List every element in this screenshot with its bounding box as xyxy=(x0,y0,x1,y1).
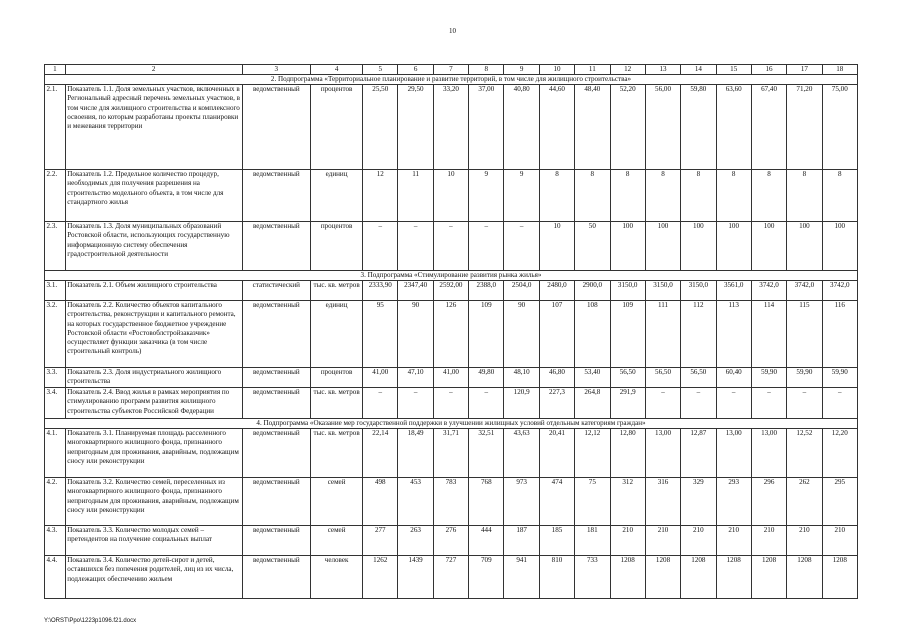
value-cell: 8 xyxy=(539,170,574,222)
value-cell: – xyxy=(433,222,468,271)
unit-of-measure: единиц xyxy=(311,301,363,368)
value-cell: 1208 xyxy=(716,556,751,599)
value-cell: 114 xyxy=(751,301,786,368)
value-cell: 1439 xyxy=(398,556,433,599)
value-cell: 116 xyxy=(822,301,857,368)
indicator-row xyxy=(45,556,858,599)
indicator-row xyxy=(45,281,858,301)
section-title: 4. Подпрограмма «Оказание мер государственной поддержки в улучшении жилищных условий отдельным категориям граждан» xyxy=(45,419,858,429)
value-cell: 8 xyxy=(681,170,716,222)
value-cell: 185 xyxy=(539,526,574,556)
value-cell: 8 xyxy=(716,170,751,222)
value-cell: 709 xyxy=(469,556,504,599)
unit-of-measure: единиц xyxy=(311,170,363,222)
value-cell: 8 xyxy=(575,170,610,222)
value-cell: – xyxy=(469,222,504,271)
value-cell: – xyxy=(504,222,539,271)
indicator-name: Показатель 3.4. Количество детей-сирот и детей, оставшихся без попечения родителей, лиц из их числа, подлежащих обеспечению жильем xyxy=(65,556,242,599)
value-cell: 3742,0 xyxy=(822,281,857,301)
value-cell: 1208 xyxy=(610,556,645,599)
value-cell: – xyxy=(433,388,468,419)
value-cell: 727 xyxy=(433,556,468,599)
value-cell: 783 xyxy=(433,478,468,526)
value-cell: 115 xyxy=(787,301,822,368)
value-cell: 210 xyxy=(751,526,786,556)
unit-of-measure: тыс. кв. метров xyxy=(311,388,363,419)
value-cell: 3150,0 xyxy=(645,281,680,301)
indicator-row xyxy=(45,170,858,222)
column-number: 18 xyxy=(822,65,857,75)
value-cell: 59,80 xyxy=(681,85,716,170)
indicators-table xyxy=(44,64,858,599)
indicator-type: ведомственный xyxy=(242,526,311,556)
value-cell: 113 xyxy=(716,301,751,368)
indicator-name: Показатель 1.1. Доля земельных участков, включенных в Региональный адресный перечень земельных участков, в том числе для жилищного строительства и комплексного освоения, по которым разработаны проекты планировки и межевания территории xyxy=(65,85,242,170)
row-number: 3.1. xyxy=(45,281,66,301)
value-cell: 263 xyxy=(398,526,433,556)
value-cell: 100 xyxy=(822,222,857,271)
indicator-type: ведомственный xyxy=(242,429,311,478)
value-cell: 107 xyxy=(539,301,574,368)
value-cell: 52,20 xyxy=(610,85,645,170)
value-cell: 295 xyxy=(822,478,857,526)
value-cell: 1208 xyxy=(681,556,716,599)
value-cell: 71,20 xyxy=(787,85,822,170)
column-number: 6 xyxy=(398,65,433,75)
value-cell: 100 xyxy=(787,222,822,271)
value-cell: 3150,0 xyxy=(610,281,645,301)
value-cell: 181 xyxy=(575,526,610,556)
column-number: 16 xyxy=(751,65,786,75)
column-number: 17 xyxy=(787,65,822,75)
value-cell: 10 xyxy=(539,222,574,271)
value-cell: 8 xyxy=(787,170,822,222)
value-cell: 3742,0 xyxy=(787,281,822,301)
column-number: 14 xyxy=(681,65,716,75)
value-cell: 810 xyxy=(539,556,574,599)
column-number: 10 xyxy=(539,65,574,75)
value-cell: – xyxy=(469,388,504,419)
row-number: 4.1. xyxy=(45,429,66,478)
value-cell: 60,40 xyxy=(716,368,751,388)
indicator-name: Показатель 3.1. Планируемая площадь расселенного многоквартирного жилищного фонда, признанного непригодным для проживания, аварийным, подлежащим сносу или реконструкции xyxy=(65,429,242,478)
column-number: 13 xyxy=(645,65,680,75)
value-cell: 1208 xyxy=(822,556,857,599)
value-cell: 444 xyxy=(469,526,504,556)
value-cell: 8 xyxy=(822,170,857,222)
file-path-footer: Y:\ORST\Ppo\1223p1096.f21.docx xyxy=(44,618,137,624)
indicator-row xyxy=(45,85,858,170)
value-cell: 2480,0 xyxy=(539,281,574,301)
value-cell: 277 xyxy=(363,526,398,556)
value-cell: 111 xyxy=(645,301,680,368)
value-cell: 75,00 xyxy=(822,85,857,170)
value-cell: 100 xyxy=(716,222,751,271)
value-cell: 187 xyxy=(504,526,539,556)
value-cell: 8 xyxy=(610,170,645,222)
unit-of-measure: тыс. кв. метров xyxy=(311,281,363,301)
value-cell: 59,90 xyxy=(822,368,857,388)
value-cell: 59,90 xyxy=(787,368,822,388)
value-cell: 12,12 xyxy=(575,429,610,478)
value-cell: 1208 xyxy=(645,556,680,599)
value-cell: 329 xyxy=(681,478,716,526)
row-number: 3.4. xyxy=(45,388,66,419)
value-cell: 733 xyxy=(575,556,610,599)
value-cell: 32,51 xyxy=(469,429,504,478)
value-cell: 12,52 xyxy=(787,429,822,478)
value-cell: 291,9 xyxy=(610,388,645,419)
value-cell: 296 xyxy=(751,478,786,526)
indicator-type: ведомственный xyxy=(242,478,311,526)
value-cell: 43,63 xyxy=(504,429,539,478)
column-number: 12 xyxy=(610,65,645,75)
value-cell: 9 xyxy=(504,170,539,222)
value-cell: 100 xyxy=(751,222,786,271)
value-cell: 2347,40 xyxy=(398,281,433,301)
value-cell: 100 xyxy=(681,222,716,271)
value-cell: – xyxy=(398,388,433,419)
column-number: 15 xyxy=(716,65,751,75)
indicator-name: Показатель 1.2. Предельное количество процедур, необходимых для получения разрешения на строительство модельного объекта, в том числе для стандартного жилья xyxy=(65,170,242,222)
unit-of-measure: тыс. кв. метров xyxy=(311,429,363,478)
value-cell: 1262 xyxy=(363,556,398,599)
indicator-type: ведомственный xyxy=(242,556,311,599)
value-cell: 262 xyxy=(787,478,822,526)
value-cell: 276 xyxy=(433,526,468,556)
value-cell: – xyxy=(363,388,398,419)
value-cell: 227,3 xyxy=(539,388,574,419)
value-cell: 210 xyxy=(681,526,716,556)
column-number: 11 xyxy=(575,65,610,75)
value-cell: 2900,0 xyxy=(575,281,610,301)
value-cell: 293 xyxy=(716,478,751,526)
value-cell: 3561,0 xyxy=(716,281,751,301)
value-cell: 22,14 xyxy=(363,429,398,478)
value-cell: 95 xyxy=(363,301,398,368)
value-cell: – xyxy=(645,388,680,419)
value-cell: 941 xyxy=(504,556,539,599)
value-cell: 37,00 xyxy=(469,85,504,170)
section-header-row xyxy=(45,419,858,429)
value-cell: 2504,0 xyxy=(504,281,539,301)
value-cell: 498 xyxy=(363,478,398,526)
value-cell: 973 xyxy=(504,478,539,526)
indicator-type: ведомственный xyxy=(242,222,311,271)
unit-of-measure: процентов xyxy=(311,85,363,170)
value-cell: – xyxy=(363,222,398,271)
indicator-row xyxy=(45,478,858,526)
value-cell: 316 xyxy=(645,478,680,526)
value-cell: 126 xyxy=(433,301,468,368)
value-cell: 12,20 xyxy=(822,429,857,478)
value-cell: 25,50 xyxy=(363,85,398,170)
row-number: 4.4. xyxy=(45,556,66,599)
column-number: 8 xyxy=(469,65,504,75)
indicator-row xyxy=(45,222,858,271)
value-cell: 13,00 xyxy=(645,429,680,478)
value-cell: – xyxy=(787,388,822,419)
section-title: 2. Подпрограмма «Территориальное планирование и развитие территорий, в том числе для жилищного строительства» xyxy=(45,75,858,85)
indicator-type: ведомственный xyxy=(242,170,311,222)
value-cell: 56,50 xyxy=(681,368,716,388)
value-cell: 75 xyxy=(575,478,610,526)
value-cell: 48,40 xyxy=(575,85,610,170)
value-cell: 210 xyxy=(716,526,751,556)
table-body xyxy=(45,65,858,599)
indicator-type: ведомственный xyxy=(242,388,311,419)
value-cell: 9 xyxy=(469,170,504,222)
column-number: 9 xyxy=(504,65,539,75)
unit-of-measure: процентов xyxy=(311,368,363,388)
row-number: 3.3. xyxy=(45,368,66,388)
value-cell: 90 xyxy=(398,301,433,368)
section-header-row xyxy=(45,271,858,281)
row-number: 4.3. xyxy=(45,526,66,556)
value-cell: 67,40 xyxy=(751,85,786,170)
indicator-type: ведомственный xyxy=(242,301,311,368)
indicator-type: статистический xyxy=(242,281,311,301)
value-cell: 1208 xyxy=(787,556,822,599)
section-header-row xyxy=(45,75,858,85)
value-cell: – xyxy=(398,222,433,271)
unit-of-measure: человек xyxy=(311,556,363,599)
column-number: 4 xyxy=(311,65,363,75)
value-cell: 312 xyxy=(610,478,645,526)
value-cell: 13,00 xyxy=(751,429,786,478)
value-cell: 56,50 xyxy=(645,368,680,388)
column-number: 1 xyxy=(45,65,66,75)
value-cell: 41,00 xyxy=(433,368,468,388)
value-cell: – xyxy=(822,388,857,419)
value-cell: 13,00 xyxy=(716,429,751,478)
indicator-row xyxy=(45,301,858,368)
value-cell: 59,90 xyxy=(751,368,786,388)
column-number: 7 xyxy=(433,65,468,75)
value-cell: 48,10 xyxy=(504,368,539,388)
unit-of-measure: семей xyxy=(311,478,363,526)
page-number: 10 xyxy=(449,27,456,35)
indicator-type: ведомственный xyxy=(242,85,311,170)
value-cell: 210 xyxy=(645,526,680,556)
indicator-name: Показатель 2.1. Объем жилищного строительства xyxy=(65,281,242,301)
value-cell: 18,49 xyxy=(398,429,433,478)
value-cell: 63,60 xyxy=(716,85,751,170)
value-cell: 109 xyxy=(469,301,504,368)
value-cell: 20,41 xyxy=(539,429,574,478)
value-cell: 210 xyxy=(610,526,645,556)
value-cell: 264,8 xyxy=(575,388,610,419)
value-cell: 210 xyxy=(822,526,857,556)
value-cell: 112 xyxy=(681,301,716,368)
indicator-row xyxy=(45,526,858,556)
indicator-row xyxy=(45,388,858,419)
row-number: 3.2. xyxy=(45,301,66,368)
value-cell: – xyxy=(681,388,716,419)
section-title: 3. Подпрограмма «Стимулирование развития рынка жилья» xyxy=(45,271,858,281)
indicator-row xyxy=(45,429,858,478)
value-cell: 56,00 xyxy=(645,85,680,170)
column-number: 3 xyxy=(242,65,311,75)
value-cell: 49,80 xyxy=(469,368,504,388)
indicator-row xyxy=(45,368,858,388)
value-cell: 41,00 xyxy=(363,368,398,388)
value-cell: 2333,90 xyxy=(363,281,398,301)
value-cell: 33,20 xyxy=(433,85,468,170)
value-cell: 8 xyxy=(751,170,786,222)
column-number: 2 xyxy=(65,65,242,75)
indicator-name: Показатель 2.4. Ввод жилья в рамках мероприятия по стимулированию программ развития жилищного строительства субъектов Российской Федерации xyxy=(65,388,242,419)
value-cell: – xyxy=(716,388,751,419)
value-cell: 453 xyxy=(398,478,433,526)
value-cell: 44,60 xyxy=(539,85,574,170)
value-cell: 210 xyxy=(787,526,822,556)
value-cell: 47,10 xyxy=(398,368,433,388)
value-cell: 8 xyxy=(645,170,680,222)
indicator-name: Показатель 2.3. Доля индустриального жилищного строительства xyxy=(65,368,242,388)
value-cell: 53,40 xyxy=(575,368,610,388)
value-cell: 40,80 xyxy=(504,85,539,170)
value-cell: 1208 xyxy=(751,556,786,599)
value-cell: 100 xyxy=(610,222,645,271)
row-number: 2.1. xyxy=(45,85,66,170)
indicator-name: Показатель 1.3. Доля муниципальных образований Ростовской области, использующих государственную информационную систему обеспечения градостроительной деятельности xyxy=(65,222,242,271)
indicator-name: Показатель 3.3. Количество молодых семей – претендентов на получение социальных выплат xyxy=(65,526,242,556)
value-cell: 46,80 xyxy=(539,368,574,388)
row-number: 2.3. xyxy=(45,222,66,271)
value-cell: 2388,0 xyxy=(469,281,504,301)
value-cell: 56,50 xyxy=(610,368,645,388)
value-cell: 3742,0 xyxy=(751,281,786,301)
value-cell: 50 xyxy=(575,222,610,271)
value-cell: 10 xyxy=(433,170,468,222)
value-cell: 90 xyxy=(504,301,539,368)
value-cell: 120,9 xyxy=(504,388,539,419)
value-cell: 12 xyxy=(363,170,398,222)
column-number: 5 xyxy=(363,65,398,75)
value-cell: 2592,00 xyxy=(433,281,468,301)
indicator-type: ведомственный xyxy=(242,368,311,388)
column-number-row xyxy=(45,65,858,75)
indicator-name: Показатель 2.2. Количество объектов капитального строительства, реконструкции и капитального ремонта, на которых государственное бюджетное учреждение Ростовской области «Ростовоблстройзаказчик» осуществляет функции заказчика (в том числе строительный контроль) xyxy=(65,301,242,368)
value-cell: 29,50 xyxy=(398,85,433,170)
value-cell: 108 xyxy=(575,301,610,368)
value-cell: 12,87 xyxy=(681,429,716,478)
value-cell: 11 xyxy=(398,170,433,222)
value-cell: – xyxy=(751,388,786,419)
value-cell: 100 xyxy=(645,222,680,271)
value-cell: 768 xyxy=(469,478,504,526)
value-cell: 3150,0 xyxy=(681,281,716,301)
indicator-name: Показатель 3.2. Количество семей, переселенных из многоквартирного жилищного фонда, признанного непригодным для проживания, аварийным, подлежащим сносу или реконструкции xyxy=(65,478,242,526)
value-cell: 12,80 xyxy=(610,429,645,478)
value-cell: 474 xyxy=(539,478,574,526)
row-number: 4.2. xyxy=(45,478,66,526)
row-number: 2.2. xyxy=(45,170,66,222)
unit-of-measure: семей xyxy=(311,526,363,556)
unit-of-measure: процентов xyxy=(311,222,363,271)
value-cell: 109 xyxy=(610,301,645,368)
value-cell: 31,71 xyxy=(433,429,468,478)
